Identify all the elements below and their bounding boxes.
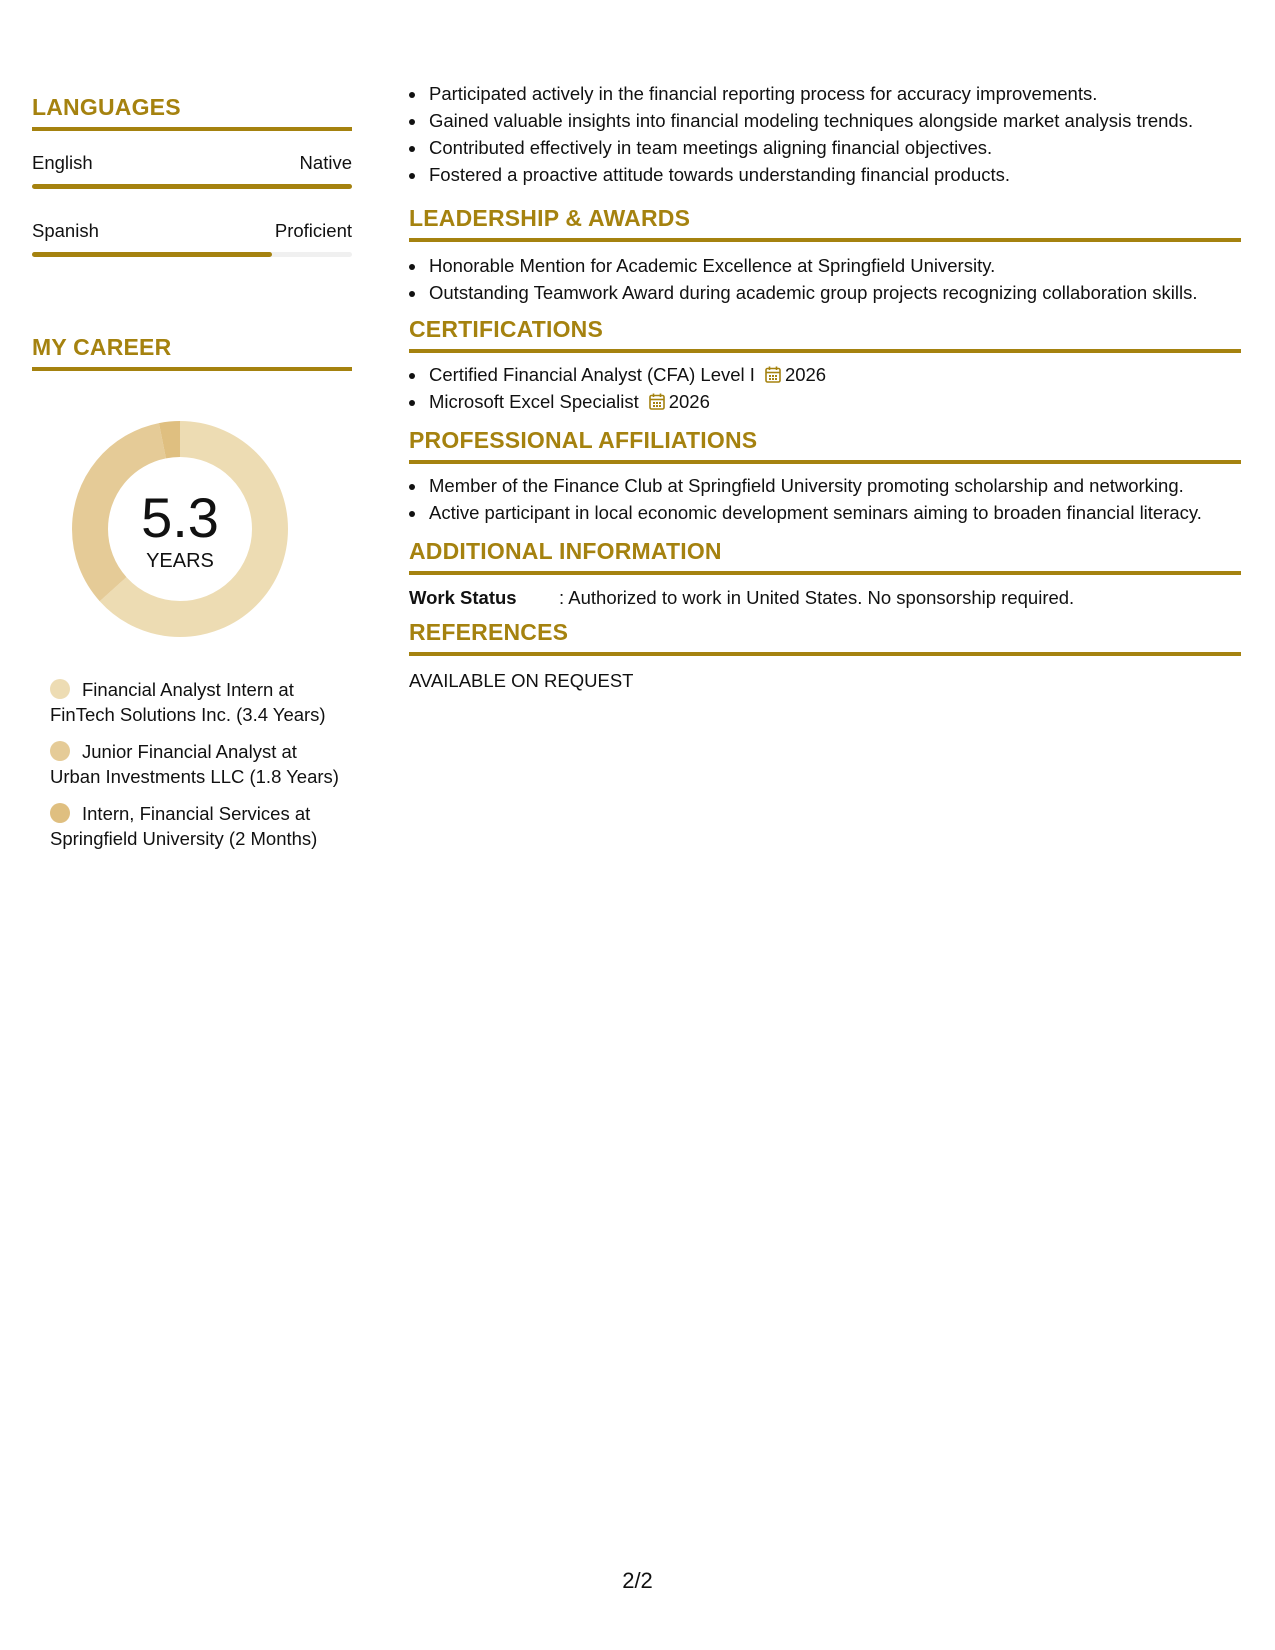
list-item: • Gained valuable insights into financial modeling techniques alongside market analysis trends. [427,107,1241,134]
certification-year: 2026 [784,364,827,385]
legend-label: Intern, Financial Services at Springfield University (2 Months) [50,803,318,849]
list-item: • Member of the Finance Club at Springfield University promoting scholarship and networking. [427,472,1241,499]
references-heading: REFERENCES [409,619,1241,656]
leadership-heading: LEADERSHIP & AWARDS [409,205,1241,242]
language-bar-fill [32,252,272,257]
work-status-value: : Authorized to work in United States. No sponsorship required. [559,587,1075,608]
references-section [409,619,1241,692]
list-item [427,361,1241,388]
leadership-section [409,205,1241,306]
list-item: • Outstanding Teamwork Award during academic group projects recognizing collaboration skills. [427,279,1241,306]
calendar-icon [649,393,665,410]
language-level: Native [299,152,352,173]
career-legend-item [50,740,350,789]
page-number: 2/2 [622,1568,653,1593]
affiliations-section [409,427,1241,526]
career-total-unit: YEARS [146,550,214,572]
language-name: English [32,152,93,173]
certification-year: 2026 [668,391,710,412]
calendar-icon [765,366,781,383]
legend-label: Junior Financial Analyst at Urban Investments LLC (1.8 Years) [50,741,339,787]
list-item: • Honorable Mention for Academic Excellence at Springfield University. [427,252,1241,279]
list-item: • Fostered a proactive attitude towards understanding financial products. [427,161,1241,188]
certification-name: Microsoft Excel Specialist [429,391,639,412]
language-bar-fill [32,184,352,189]
additional-info-section [409,538,1241,609]
certification-name: Certified Financial Analyst (CFA) Level I [429,364,755,385]
legend-dot [50,679,70,699]
language-bar [32,184,352,189]
experience-bullets [409,80,1241,188]
career-heading: MY CAREER [32,334,352,371]
legend-dot [50,741,70,761]
work-status-label: Work Status [409,587,517,608]
language-bar [32,252,352,257]
legend-dot [50,803,70,823]
career-total-years: 5.3 [141,486,219,549]
legend-label: Financial Analyst Intern at FinTech Solutions Inc. (3.4 Years) [50,679,326,725]
work-status-row [409,587,1241,609]
references-text: AVAILABLE ON REQUEST [409,670,634,691]
list-item [427,388,1241,415]
career-legend-item [50,802,350,851]
additional-info-heading: ADDITIONAL INFORMATION [409,538,1241,575]
career-legend-item [50,678,350,727]
certifications-heading: CERTIFICATIONS [409,316,1241,353]
list-item: • Active participant in local economic development seminars aiming to broaden financial literacy. [427,499,1241,526]
language-name: Spanish [32,220,99,241]
career-legend [50,678,350,864]
affiliations-heading: PROFESSIONAL AFFILIATIONS [409,427,1241,464]
certifications-section [409,316,1241,415]
languages-heading: LANGUAGES [32,94,352,131]
language-level: Proficient [274,220,352,241]
list-item: • Contributed effectively in team meetings aligning financial objectives. [427,134,1241,161]
list-item: • Participated actively in the financial reporting process for accuracy improvements. [427,80,1241,107]
